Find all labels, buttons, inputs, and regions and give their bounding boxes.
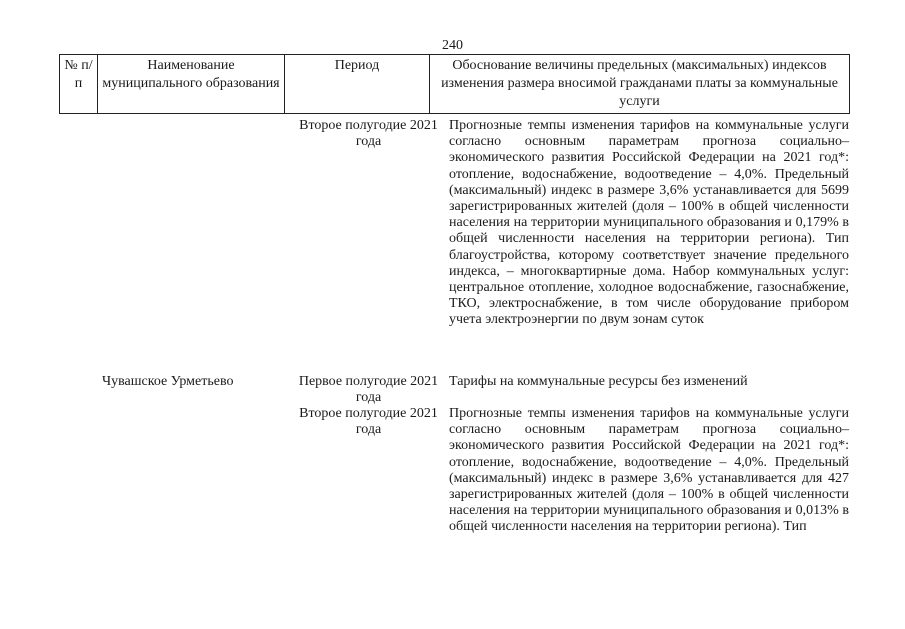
row-justification: Прогнозные темпы изменения тарифов на коммунальные услуги согласно основным параметрам прогноза социально–экономического развития Российской Федерации на 2021 год*: отопление, водоснабжение, водоотведение – 4,0%. Предельный (максимальный) индекс в размере 3,6% устанавливается для 5699 зарегистрированных жителей (доля – 100% в общей численности населения на территории муниципального образования и 0,179% в общей численности населения на территории региона). Тип благоустройства, которому соответствует значение предельного индекса, – многоквартирные дома. Набор коммунальных услуг: центральное отопление, холодное водоснабжение, газоснабжение, ТКО, электроснабжение, в том числе оборудование прибором учета электроэнергии по двум зонам суток	[449, 118, 849, 328]
row-period: Второе полугодие 2021 года	[299, 406, 438, 438]
row-justification: Прогнозные темпы изменения тарифов на коммунальные услуги согласно основным параметрам прогноза социально–экономического развития Российской Федерации на 2021 год*: отопление, водоснабжение, водоотведение – 4,0%. Предельный (максимальный) индекс в размере 3,6% устанавливается для 427 зарегистрированных жителей (доля – 100% в общей численности населения на территории муниципального образования и 0,013% в общей численности населения на территории региона). Тип	[449, 406, 849, 535]
row-period: Второе полугодие 2021 года	[299, 118, 438, 150]
row-justification: Тарифы на коммунальные ресурсы без изменений	[449, 374, 748, 389]
header-municipality: Наименование муниципального образования	[98, 55, 285, 114]
table-header	[59, 54, 850, 114]
header-justification: Обоснование величины предельных (максимальных) индексов изменения размера вносимой гражданами платы за коммунальные услуги	[430, 55, 850, 114]
row-period: Первое полугодие 2021 года	[298, 374, 439, 406]
header-number: № п/п	[60, 55, 98, 114]
header-period: Период	[285, 55, 430, 114]
page-number: 240	[442, 38, 463, 53]
row-municipality: Чувашское Урметьево	[102, 374, 234, 389]
